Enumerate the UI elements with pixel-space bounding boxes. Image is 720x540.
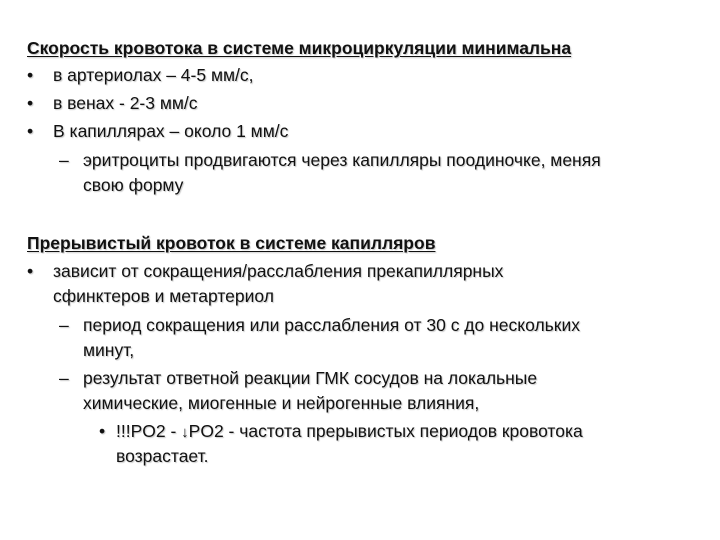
subsub-bullet: •: [99, 421, 106, 441]
bullet-depends-line2: сфинктеров и метартериол: [53, 286, 274, 306]
sub-result-line2: химические, миогенные и нейрогенные влияния,: [83, 393, 480, 413]
sub-result-line1: результат ответной реакции ГМК сосудов на локальные: [83, 368, 538, 388]
down-arrow-icon: ↓: [181, 424, 189, 441]
bullet-marker: •: [27, 65, 34, 85]
bullet-depends-line1: зависит от сокращения/расслабления прекапиллярных: [53, 261, 504, 281]
sub-erythrocytes-line1: эритроциты продвигаются через капилляры поодиночке, меняя: [83, 150, 601, 170]
bullet-arterioles: в артериолах – 4-5 мм/с,: [53, 65, 254, 85]
bullet-veins: в венах - 2-3 мм/с: [53, 93, 198, 113]
bullet-marker: •: [27, 93, 34, 113]
sub-dash: –: [59, 368, 69, 388]
sub-dash: –: [59, 315, 69, 335]
bullet-capillaries: В капиллярах – около 1 мм/с: [53, 121, 289, 141]
sub-period-line2: минут,: [83, 340, 135, 360]
sub-dash: –: [59, 150, 69, 170]
sub-erythrocytes-line2: свою форму: [83, 175, 184, 195]
subsub-po2-line1: [116, 421, 583, 443]
subsub-po2-line2: возрастает.: [116, 446, 209, 466]
section2-heading: Прерывистый кровоток в системе капилляров: [27, 233, 436, 253]
bullet-marker: •: [27, 121, 34, 141]
po2-text-b: PO2 - частота прерывистых периодов кровотока: [188, 421, 583, 441]
bullet-marker: •: [27, 261, 34, 281]
section1-heading: Скорость кровотока в системе микроциркуляции минимальна: [27, 38, 572, 58]
sub-period-line1: период сокращения или расслабления от 30 с до нескольких: [83, 315, 580, 335]
po2-text-a: !!!PO2 -: [116, 421, 182, 441]
